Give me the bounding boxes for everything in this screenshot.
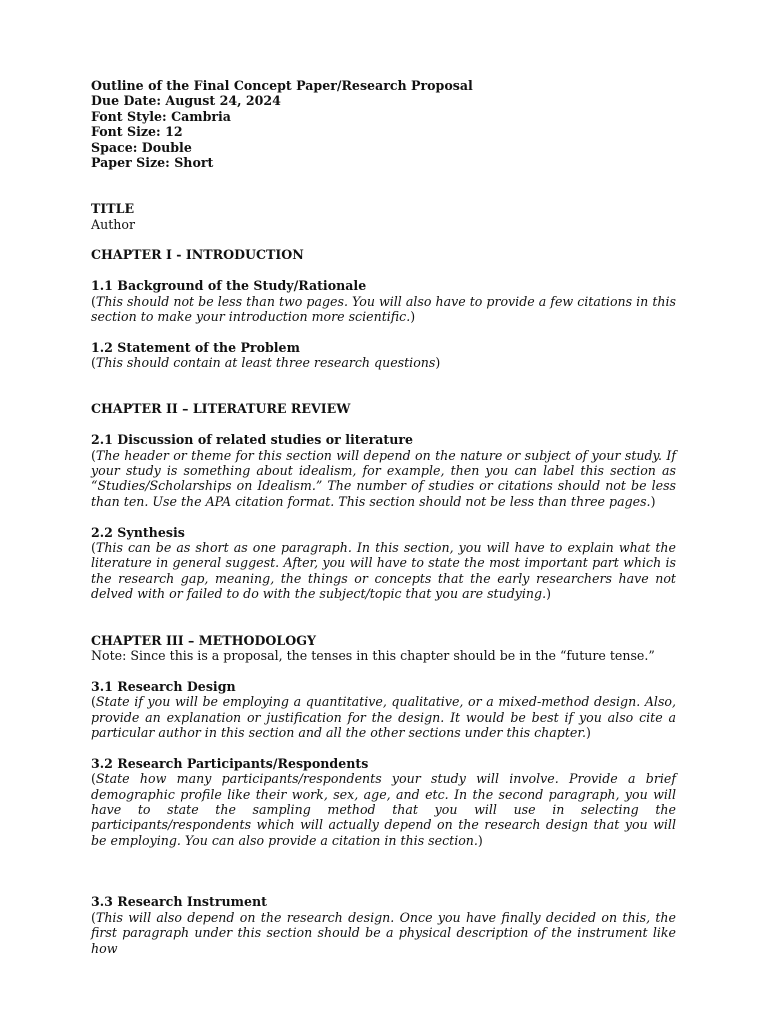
section-2-1-heading: 2.1 Discussion of related studies or literature <box>91 432 414 448</box>
section-1-1-body: (This should not be less than two pages. You will also have to provide a few citations in this section to make your introduction more scientific.) <box>91 293 676 325</box>
section-1-1-heading: 1.1 Background of the Study/Rationale <box>91 278 367 294</box>
chapter-3-heading: CHAPTER III – METHODOLOGY <box>91 632 316 648</box>
document-page <box>91 78 676 956</box>
section-2-2-body: (This can be as short as one paragraph. In this section, you will have to explain what the literature in general suggest. After, you will have to state the most important part which is the research gap, meaning, the things or concepts that the early researchers have not delved with or failed to do with the subject/topic that you are studying.) <box>91 540 676 602</box>
chapter-3-note: Note: Since this is a proposal, the tenses in this chapter should be in the “future tense.” <box>91 647 655 663</box>
section-3-3-heading: 3.3 Research Instrument <box>91 894 267 910</box>
font-size: Font Size: 12 <box>91 124 183 140</box>
paper-author: Author <box>91 216 135 232</box>
due-date: Due Date: August 24, 2024 <box>91 93 281 109</box>
paper-title: TITLE <box>91 201 135 217</box>
outline-title: Outline of the Final Concept Paper/Research Proposal <box>91 78 473 93</box>
document-header <box>91 78 676 170</box>
section-2-2-heading: 2.2 Synthesis <box>91 524 185 540</box>
section-3-2-body: (State how many participants/respondents your study will involve. Provide a brief demographic profile like their work, sex, age, and etc. In the second paragraph, you will have to state the sampling method that you will use in selecting the participants/respondents which will actually depend on the research design that you will be employing. You can also provide a citation in this section.) <box>91 771 676 848</box>
spacing: Space: Double <box>91 139 192 155</box>
paper-size: Paper Size: Short <box>91 155 214 171</box>
font-style: Font Style: Cambria <box>91 108 231 124</box>
section-2-1-body: (The header or theme for this section will depend on the nature or subject of your study. If your study is something about idealism, for example, then you can label this section as “Studies/Scholarships on Idealism.” The number of studies or citations should not be less than ten. Use the APA citation format. This section should not be less than three pages.) <box>91 447 676 509</box>
chapter-2-heading: CHAPTER II – LITERATURE REVIEW <box>91 401 351 417</box>
section-3-1-heading: 3.1 Research Design <box>91 678 236 694</box>
section-3-3-body: (This will also depend on the research design. Once you have finally decided on this, the first paragraph under this section should be a physical description of the instrument like how <box>91 909 676 956</box>
section-1-2-body: (This should contain at least three research questions) <box>91 355 441 371</box>
section-1-2-heading: 1.2 Statement of the Problem <box>91 339 300 355</box>
section-3-2-heading: 3.2 Research Participants/Respondents <box>91 755 369 771</box>
section-3-1-body: (State if you will be employing a quantitative, qualitative, or a mixed-method design. Also, provide an explanation or justification for the design. It would be best if you also cite a particular author in this section and all the other sections under this chapter.) <box>91 694 676 740</box>
chapter-1-heading: CHAPTER I - INTRODUCTION <box>91 247 304 263</box>
